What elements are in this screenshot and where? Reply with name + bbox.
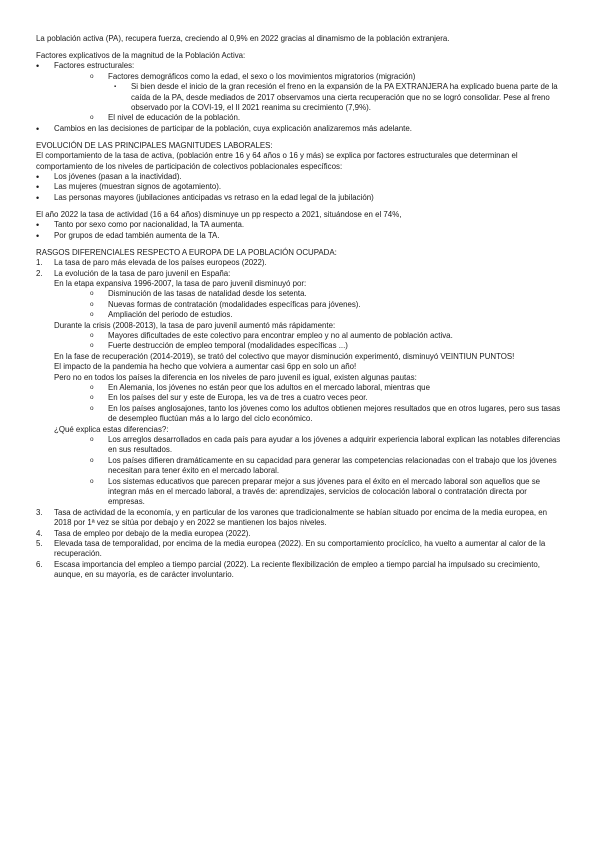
- list-item: [36, 193, 564, 203]
- section-factores-explicativos: [36, 51, 564, 134]
- bullet-icon: •: [36, 61, 40, 72]
- numbered-item: [36, 560, 564, 581]
- section-rasgos-diferenciales: [36, 248, 564, 581]
- list-item: [36, 82, 564, 113]
- circle-bullet-icon: o: [90, 394, 94, 402]
- list-item-text: Si bien desde el inicio de la gran recesión el freno en la expansión de la PA EXTRANJERA ha explicado buena parte de la caída de la PA, desde mediados de 2017 observamos una cierta recuperación que no se logró consolidar. Pese al freno observado por la COVI-19, el II 2021 reanima su crecimiento (7,9%).: [131, 82, 558, 113]
- subheading: Durante la crisis (2008-2013), la tasa de paro juvenil aumentó más rápidamente:: [54, 320, 336, 330]
- list-item-text: La tasa de paro más elevada de los países europeos (2022).: [54, 258, 267, 268]
- list-item-text: Los jóvenes (pasan a la inactividad).: [54, 172, 182, 182]
- list-item-text: Las personas mayores (jubilaciones anticipadas vs retraso en la edad legal de la jubilación): [54, 192, 374, 202]
- list-item-text: Factores demográficos como la edad, el sexo o los movimientos migratorios (migración): [108, 71, 416, 81]
- section-heading: Factores explicativos de la magnitud de la Población Activa:: [36, 51, 246, 60]
- paragraph: El comportamiento de la tasa de activa, (población entre 16 y 64 años o 16 y más) se explica por factores estructurales que determinan el comportamiento de los niveles de participación de colectivos poblacionales específicos:: [36, 151, 518, 171]
- bullet-icon: •: [36, 230, 40, 241]
- numbered-item: [36, 539, 564, 560]
- item-number: 6.: [36, 559, 43, 569]
- circle-bullet-icon: o: [90, 300, 94, 308]
- circle-bullet-icon: o: [90, 383, 94, 391]
- circle-bullet-icon: o: [90, 114, 94, 122]
- section-evolucion-magnitudes: [36, 141, 564, 203]
- list-item-text: El nivel de educación de la población.: [108, 113, 241, 123]
- circle-bullet-icon: o: [90, 311, 94, 319]
- subheading: En la etapa expansiva 1996-2007, la tasa de paro juvenil disminuyó por:: [54, 278, 307, 288]
- paragraph-poblacion-activa: La población activa (PA), recupera fuerza, creciendo al 0,9% en 2022 gracias al dinamismo de la población extranjera.: [36, 34, 450, 43]
- list-item-text: Mayores dificultades de este colectivo para encontrar empleo y no al aumento de población activa.: [108, 330, 453, 340]
- circle-bullet-icon: o: [90, 404, 94, 412]
- list-item-text: Los sistemas educativos que parecen preparar mejor a sus jóvenes para el éxito en el mercado laboral son aquellos que se integran más en el mercado laboral, a través de: aprendizajes, servicios de colocación laboral o contratación directa por empresas.: [108, 476, 541, 507]
- list-item: [36, 404, 564, 425]
- list-item-text: En Alemania, los jóvenes no están peor que los adultos en el mercado laboral, mientras que: [108, 382, 430, 392]
- list-item: [36, 72, 564, 82]
- list-item-text: Tanto por sexo como por nacionalidad, la TA aumenta.: [54, 220, 245, 230]
- list-item: [36, 383, 564, 393]
- list-item: [36, 331, 564, 341]
- list-item-text: En los países anglosajones, tanto los jóvenes como los adultos obtienen mejores resultados que en otros lugares, pero sus tasas de desempleo fluctúan más a lo largo del ciclo económico.: [108, 403, 561, 424]
- circle-bullet-icon: o: [90, 331, 94, 339]
- subheading: ¿Qué explica estas diferencias?:: [54, 424, 169, 434]
- bullet-icon: •: [36, 192, 40, 203]
- list-item: [36, 61, 564, 71]
- list-item-text: Escasa importancia del empleo a tiempo parcial (2022). La reciente flexibilización de empleo a tiempo parcial ha impulsado su crecimiento, aunque, en su mayoría, es de carácter involuntario.: [54, 559, 540, 580]
- item-number: 4.: [36, 528, 43, 538]
- list-item: [36, 393, 564, 403]
- list-item-text: Las mujeres (muestran signos de agotamiento).: [54, 182, 222, 192]
- list-item: [36, 113, 564, 123]
- circle-bullet-icon: o: [90, 290, 94, 298]
- list-item-text: Cambios en las decisiones de participar de la población, cuya explicación analizaremos más adelante.: [54, 123, 412, 133]
- circle-bullet-icon: o: [90, 72, 94, 80]
- bullet-icon: •: [36, 172, 40, 183]
- item-number: 3.: [36, 507, 43, 517]
- bullet-icon: •: [36, 123, 40, 134]
- circle-bullet-icon: o: [90, 342, 94, 350]
- list-item-text: Tasa de empleo por debajo de la media europea (2022).: [54, 528, 251, 538]
- list-item-text: Los países difieren dramáticamente en su capacidad para generar las competencias relacionadas con el trabajo que los jóvenes necesitan para tener éxito en el mercado laboral.: [108, 455, 557, 476]
- list-item-text: Los arreglos desarrollados en cada país para ayudar a los jóvenes a adquirir experiencia laboral explican las notables diferencias en sus resultados.: [108, 435, 561, 455]
- document-page: [36, 34, 564, 581]
- paragraph: Pero no en todos los países la diferencia en los niveles de paro juvenil es igual, existen algunas pautas:: [54, 372, 417, 382]
- list-item-text: Factores estructurales:: [54, 61, 135, 71]
- numbered-item: [36, 529, 564, 539]
- item-number: 2.: [36, 268, 43, 278]
- list-item: [36, 300, 564, 310]
- list-item-text: En los países del sur y este de Europa, les va de tres a cuatro veces peor.: [108, 393, 368, 403]
- circle-bullet-icon: o: [90, 436, 94, 443]
- list-item-text: Por grupos de edad también aumenta de la TA.: [54, 230, 220, 240]
- numbered-item: [36, 508, 564, 529]
- list-item-text: Fuerte destrucción de empleo temporal (modalidades específicas ...): [108, 341, 348, 351]
- paragraph: En la fase de recuperación (2014-2019), se trató del colectivo que mayor disminución experimentó, disminuyó VEINTIUN PUNTOS!: [54, 351, 515, 361]
- list-item: [36, 341, 564, 351]
- list-item: [36, 172, 564, 182]
- paragraph: El año 2022 la tasa de actividad (16 a 64 años) disminuye un pp respecto a 2021, situándose en el 74%,: [36, 209, 402, 219]
- circle-bullet-icon: o: [90, 456, 94, 464]
- bullet-icon: •: [36, 182, 40, 193]
- section-tasa-actividad-2022: [36, 210, 564, 241]
- numbered-item: [36, 269, 564, 279]
- list-item-text: Disminución de las tasas de natalidad desde los setenta.: [108, 289, 307, 299]
- list-item: [36, 310, 564, 320]
- list-item-text: Ampliación del periodo de estudios.: [108, 310, 233, 320]
- section-heading: EVOLUCIÓN DE LAS PRINCIPALES MAGNITUDES LABORALES:: [36, 140, 273, 150]
- list-item-text: Tasa de actividad de la economía, y en particular de los varones que tradicionalmente se habían situado por encima de la media europea, en 2018 por 1ª vez se sitúa por debajo y en 2022 se mantienen los bajos niveles.: [54, 507, 548, 528]
- list-item: [36, 124, 564, 134]
- square-bullet-icon: ▪: [114, 84, 117, 91]
- numbered-item: [36, 258, 564, 268]
- list-item-text: Elevada tasa de temporalidad, por encima de la media europea (2022). En su comportamiento procíclico, ha vuelto a aumentar al calor de la recuperación.: [54, 539, 546, 559]
- list-item: [36, 231, 564, 241]
- list-item: [36, 456, 564, 477]
- list-item: [36, 477, 564, 508]
- item-number: 5.: [36, 539, 43, 549]
- list-item-text: Nuevas formas de contratación (modalidades específicas para jóvenes).: [108, 299, 361, 309]
- list-item: [36, 289, 564, 299]
- paragraph: El impacto de la pandemia ha hecho que volviera a aumentar casi 6pp en solo un año!: [54, 362, 357, 372]
- bullet-icon: •: [36, 220, 40, 231]
- list-item-text: La evolución de la tasa de paro juvenil en España:: [54, 268, 231, 278]
- list-item: [36, 182, 564, 192]
- list-item: [36, 435, 564, 456]
- item-number: 1.: [36, 258, 43, 268]
- circle-bullet-icon: o: [90, 477, 94, 485]
- section-heading: RASGOS DIFERENCIALES RESPECTO A EUROPA DE LA POBLACIÓN OCUPADA:: [36, 247, 337, 257]
- list-item: [36, 220, 564, 230]
